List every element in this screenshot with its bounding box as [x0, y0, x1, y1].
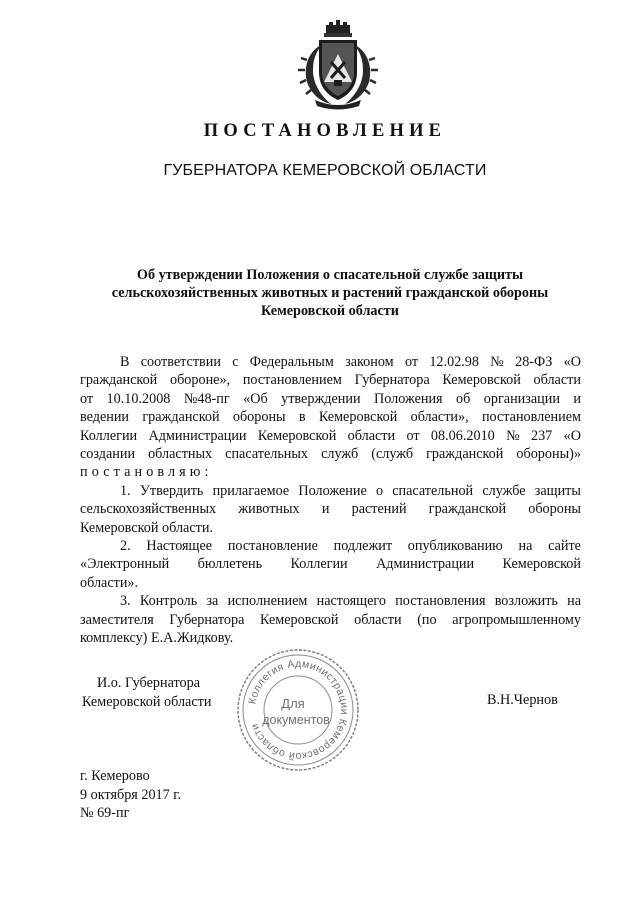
signatory-position [82, 674, 211, 712]
preamble-line: от 10.10.2008 №48-пг «Об утверждении Положения об организации и [80, 390, 581, 407]
item-3-line: комплексу) Е.А.Жидкову. [80, 630, 234, 647]
city: г. Кемерово [80, 768, 150, 784]
position-line: И.о. Губернатора [97, 675, 200, 691]
subject-line: сельскохозяйственных животных и растений гражданской обороны [111, 285, 549, 301]
item-1-line: Кемеровской области. [80, 519, 213, 536]
official-stamp-icon [233, 645, 363, 775]
coat-of-arms-icon [295, 20, 381, 110]
stamp-ring-text: Коллегия Администрации Кемеровской области [246, 657, 351, 763]
stamp-center-line: Для [281, 696, 305, 711]
preamble-line: создании областных спасательных служб (служб гражданской обороны)» [80, 446, 581, 463]
item-1-line: сельскохозяйственных животных и растений гражданской обороны [80, 501, 581, 518]
item-3-line: 3. Контроль за исполнением настоящего постановления возложить на [120, 593, 581, 610]
preamble-line: гражданской обороне», постановлением Губернатора Кемеровской области [80, 372, 581, 389]
item-2-line: 2. Настоящее постановление подлежит опубликованию на сайте [120, 538, 581, 555]
subject-line: Кемеровской области [261, 303, 399, 319]
item-1-line: 1. Утвердить прилагаемое Положение о спасательной службе защиты [120, 482, 581, 499]
subject-line: Об утверждении Положения о спасательной службе защиты [136, 267, 524, 283]
date: 9 октября 2017 г. [80, 786, 182, 803]
item-3-line: заместителя Губернатора Кемеровской области (по агропромышленному [80, 611, 581, 628]
item-2-line: «Электронный бюллетень Коллегии Администрации Кемеровской [80, 556, 581, 573]
document-subject [80, 266, 580, 320]
stamp-center-line: документов [262, 713, 330, 727]
position-line: Кемеровской области [82, 694, 212, 710]
issuing-authority: ГУБЕРНАТОРА КЕМЕРОВСКОЙ ОБЛАСТИ [163, 162, 487, 179]
place-and-date [80, 767, 181, 823]
document-type-title: ПОСТАНОВЛЕНИЕ [203, 121, 447, 141]
document-number: № 69-пг [80, 805, 130, 821]
preamble-line: В соответствии с Федеральным законом от 12.02.98 № 28-ФЗ «О [120, 354, 581, 370]
item-2-line: области». [80, 574, 139, 591]
signer-name: В.Н.Чернов [487, 692, 558, 708]
preamble-line: Коллегии Администрации Кемеровской области от 08.06.2010 № 237 «О [80, 427, 581, 444]
document-body [80, 353, 581, 648]
preamble-line: ведении гражданской обороны в Кемеровской области», постановлением [80, 409, 581, 426]
decree-word: постановляю: [80, 464, 213, 481]
